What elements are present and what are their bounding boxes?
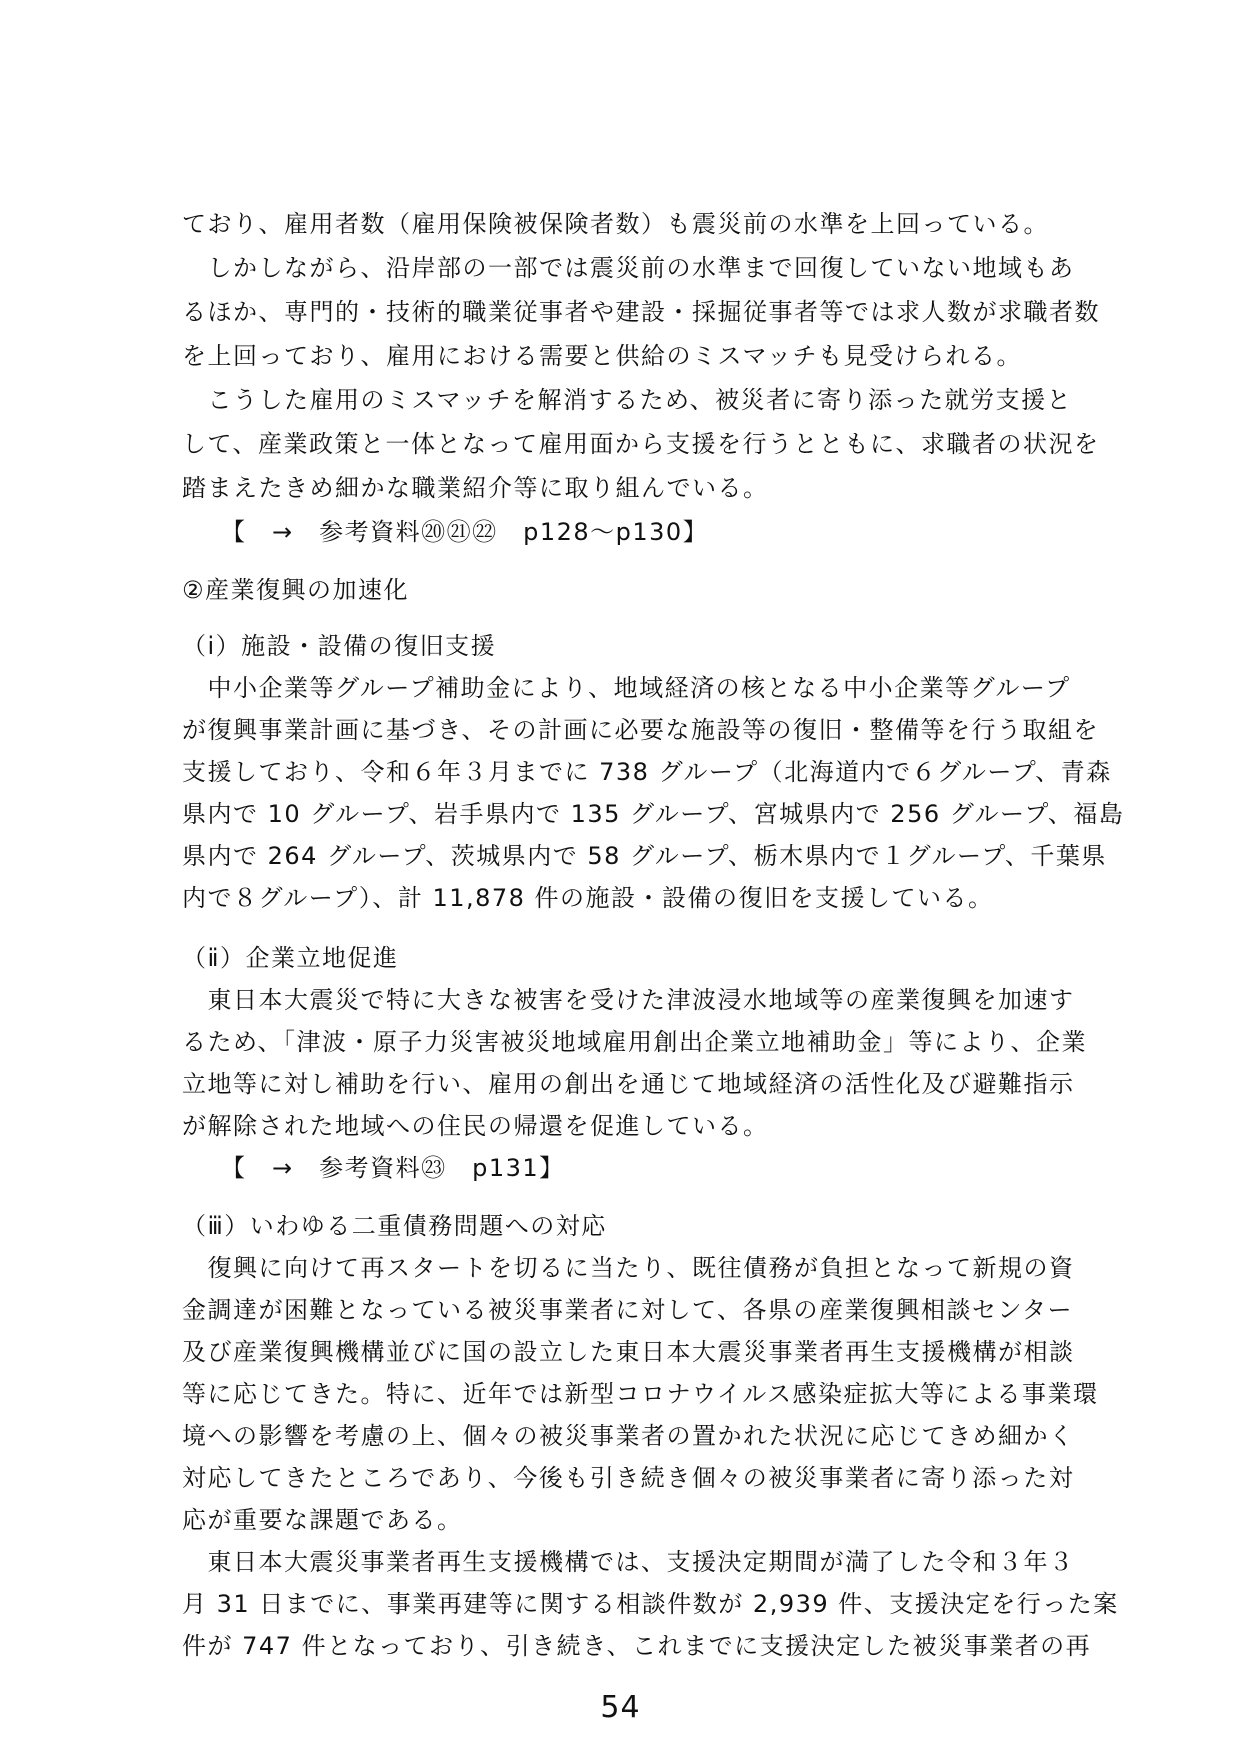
section-heading: ②産業復興の加速化 [182,576,410,604]
text-line: 金調達が困難となっている被災事業者に対して、各県の産業復興相談センター [182,1296,1074,1324]
text-line: ており、雇用者数（雇用保険被保険者数）も震災前の水準を上回っている。 [182,210,1049,238]
text-line: して、産業政策と一体となって雇用面から支援を行うとともに、求職者の状況を [182,430,1100,458]
text-line: 立地等に対し補助を行い、雇用の創出を通じて地域経済の活性化及び避難指示 [182,1070,1075,1098]
text-line: 件が 747 件となっており、引き続き、これまでに支援決定した被災事業者の再 [182,1632,1092,1660]
text-line: るほか、専門的・技術的職業従事者や建設・採掘従事者等では求人数が求職者数 [182,298,1100,326]
subsection-heading: （ⅲ）いわゆる二重債務問題への対応 [182,1212,607,1240]
text-line: 及び産業復興機構並びに国の設立した東日本大震災事業者再生支援機構が相談 [182,1338,1075,1366]
text-line: 等に応じてきた。特に、近年では新型コロナウイルス感染症拡大等による事業環 [182,1380,1099,1408]
text-line: しかしながら、沿岸部の一部では震災前の水準まで回復していない地域もあ [182,254,1075,282]
text-line: 東日本大震災で特に大きな被害を受けた津波浸水地域等の産業復興を加速す [182,986,1075,1014]
text-line: るため、「津波・原子力災害被災地域雇用創出企業立地補助金」等により、企業 [182,1028,1088,1056]
text-line: 県内で 264 グループ、茨城県内で 58 グループ、栃木県内で１グループ、千葉県 [182,842,1107,870]
text-line: 県内で 10 グループ、岩手県内で 135 グループ、宮城県内で 256 グループ、福島 [182,800,1125,828]
text-line: 復興に向けて再スタートを切るに当たり、既往債務が負担となって新規の資 [182,1254,1075,1282]
text-line: 対応してきたところであり、今後も引き続き個々の被災事業者に寄り添った対 [182,1464,1075,1492]
text-line: 中小企業等グループ補助金により、地域経済の核となる中小企業等グループ [182,674,1071,702]
text-line: 踏まえたきめ細かな職業紹介等に取り組んでいる。 [182,474,769,502]
reference-note: 【 → 参考資料⑳㉑㉒ p128～p130】 [182,518,709,546]
text-line: が復興事業計画に基づき、その計画に必要な施設等の復旧・整備等を行う取組を [182,716,1100,744]
text-line: 月 31 日までに、事業再建等に関する相談件数が 2,939 件、支援決定を行った案 [182,1590,1119,1618]
text-line: が解除された地域への住民の帰還を促進している。 [182,1112,769,1140]
text-line: こうした雇用のミスマッチを解消するため、被災者に寄り添った就労支援と [182,386,1073,414]
subsection-heading: （ⅱ）企業立地促進 [182,944,399,972]
text-line: 支援しており、令和６年３月までに 738 グループ（北海道内で６グループ、青森 [182,758,1112,786]
page-number: 54 [600,1690,641,1725]
text-line: 応が重要な課題である。 [182,1506,463,1534]
text-line: 境への影響を考慮の上、個々の被災事業者の置かれた状況に応じてきめ細かく [182,1422,1075,1450]
reference-note: 【 → 参考資料㉓ p131】 [182,1154,565,1182]
text-line: 内で８グループ）、計 11,878 件の施設・設備の復旧を支援している。 [182,884,994,912]
text-line: を上回っており、雇用における需要と供給のミスマッチも見受けられる。 [182,342,1023,370]
text-line: 東日本大震災事業者再生支援機構では、支援決定期間が満了した令和３年３ [182,1548,1075,1576]
subsection-heading: （ⅰ）施設・設備の復旧支援 [182,632,497,660]
